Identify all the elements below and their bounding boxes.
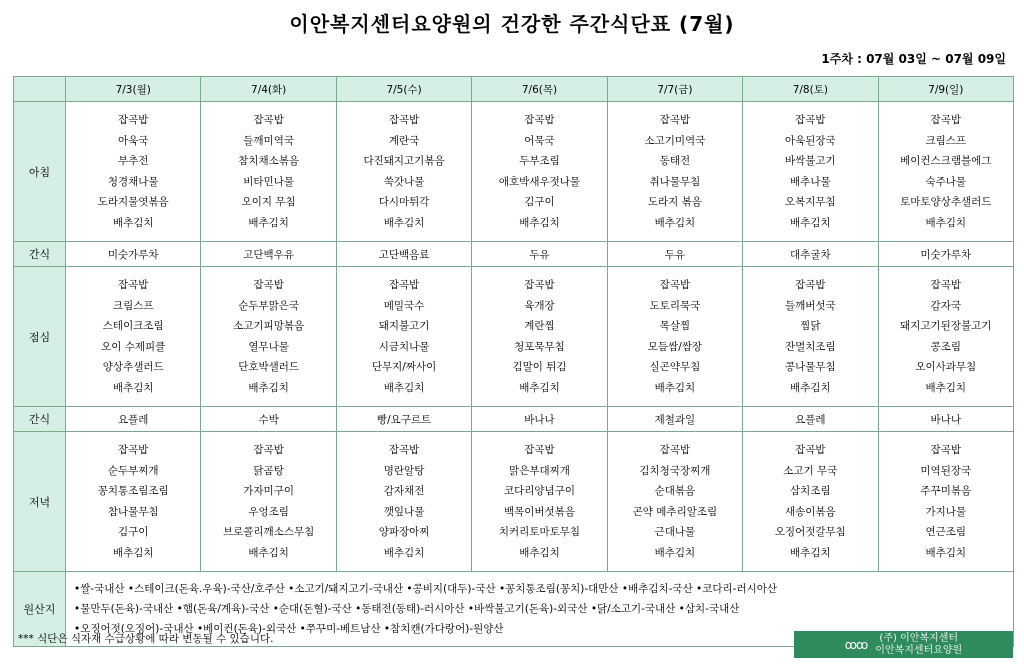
breakfast-menu-cell	[201, 102, 336, 242]
menu-item: 도라지물엿볶음	[97, 196, 169, 208]
dinner-row	[14, 432, 1014, 572]
menu-item: 배추김치	[248, 546, 289, 559]
menu-item: 배추김치	[248, 216, 289, 229]
menu-item: 잡곡밥	[795, 114, 826, 126]
menu-item: 배추김치	[925, 216, 967, 229]
menu-item: 숙주나물	[925, 175, 967, 188]
lunch-menu-cell	[878, 267, 1013, 407]
dinner-menu-cell	[472, 432, 607, 572]
menu-item: 김말이 튀김	[512, 361, 567, 373]
menu-item: 도라지 볶음	[647, 196, 702, 208]
menu-item: 잡곡밥	[388, 279, 420, 291]
snack1-cell: 고단백우유	[201, 242, 336, 267]
origin-line: •쌀-국내산 •스테이크(돈육.우육)-국산/호주산 •소고기/돼지고기-국내산 •콩비지(대두)-국산 •꽁치통조림(꽁치)-대만산 •배추김치-국산 •코다리-러시아산	[74, 583, 778, 595]
menu-item: 배추김치	[112, 546, 154, 559]
menu-item: 배추김치	[519, 546, 560, 559]
dinner-menu-cell	[743, 432, 878, 572]
snack1-row	[14, 242, 1014, 267]
menu-item: 깻잎나물	[383, 505, 425, 518]
logo-line1: (주) 이안복지센터	[879, 632, 959, 644]
snack1-cell: 두유	[472, 242, 607, 267]
menu-item: 배추김치	[383, 546, 425, 559]
menu-item: 치커리토마토무침	[498, 526, 581, 538]
footnote: *** 식단은 식자재 수급상황에 따라 변동될 수 있습니다.	[18, 633, 274, 645]
weekly-menu-table	[13, 76, 1014, 647]
menu-item: 어묵국	[524, 134, 555, 147]
lunch-menu-cell	[201, 267, 336, 407]
breakfast-menu-cell	[607, 102, 742, 242]
page-title: 이안복지센터요양원의 건강한 주간식단표 (7월)	[289, 12, 735, 36]
snack1-cell: 고단백음료	[336, 242, 471, 267]
lunch-menu-cell	[472, 267, 607, 407]
menu-item: 단무지/짜사이	[371, 361, 437, 373]
header-corner	[14, 77, 66, 102]
menu-item: 실곤약무침	[649, 361, 701, 373]
menu-item: 아욱국	[117, 134, 149, 147]
menu-item: 잡곡밥	[524, 444, 555, 456]
menu-item: 연근조림	[925, 526, 967, 538]
menu-item: 잡곡밥	[117, 114, 149, 126]
menu-item: 계란국	[388, 134, 420, 147]
snack1-cell: 미숫가루차	[66, 242, 201, 267]
menu-item: 베이컨스크램블에그	[900, 155, 992, 167]
breakfast-menu-cell	[66, 102, 201, 242]
menu-item: 김구이	[524, 196, 555, 208]
menu-item: 찜닭	[800, 320, 821, 332]
menu-item: 배추김치	[654, 546, 696, 559]
snack2-cell: 수박	[201, 407, 336, 432]
menu-item: 잡곡밥	[659, 114, 691, 126]
menu-item: 잡곡밥	[524, 279, 555, 291]
menu-item: 양파장아찌	[378, 526, 430, 538]
menu-item: 쑥갓나물	[383, 175, 425, 188]
lunch-menu-cell	[336, 267, 471, 407]
day-header: 7/8(토)	[743, 77, 878, 102]
snack2-cell: 바나나	[472, 407, 607, 432]
menu-item: 애호박새우젓나물	[498, 175, 581, 188]
menu-item: 청포묵무침	[514, 340, 565, 353]
menu-item: 잡곡밥	[659, 444, 691, 456]
snack2-row	[14, 407, 1014, 432]
breakfast-menu-cell	[336, 102, 471, 242]
dinner-menu-cell	[201, 432, 336, 572]
breakfast-label: 아침	[14, 102, 66, 242]
menu-item: 배추김치	[790, 546, 831, 559]
origin-line: •오징어젓(오징어)-국내산 •베이컨(돈육)-외국산 •쭈꾸미-베트남산 •참치캔(가다랑어)-원양산	[74, 623, 504, 635]
menu-item: 가자미구이	[243, 485, 294, 497]
menu-item: 다진돼지고기볶음	[363, 155, 445, 167]
day-header: 7/3(월)	[66, 77, 201, 102]
menu-item: 바싹불고기	[784, 155, 836, 167]
menu-item: 취나물무침	[649, 175, 701, 188]
menu-item: 배추김치	[519, 381, 560, 394]
dinner-label: 저녁	[14, 432, 66, 572]
snack2-cell: 바나나	[878, 407, 1013, 432]
menu-item: 오이지 무침	[241, 196, 296, 208]
menu-item: 소고기미역국	[644, 134, 706, 147]
menu-item: 들깨미역국	[243, 134, 294, 147]
menu-item: 돼지불고기	[378, 320, 430, 332]
snack1-cell: 미숫가루차	[878, 242, 1013, 267]
menu-item: 배추김치	[654, 381, 696, 394]
menu-item: 참치채소볶음	[238, 155, 300, 167]
menu-item: 삼치조림	[790, 485, 831, 497]
snack1-label: 간식	[14, 242, 66, 267]
menu-item: 감자채전	[383, 485, 425, 497]
day-header: 7/9(일)	[878, 77, 1013, 102]
menu-item: 들깨버섯국	[784, 299, 836, 312]
day-header: 7/7(금)	[607, 77, 742, 102]
lunch-menu-cell	[607, 267, 742, 407]
snack1-cell: 대추굴차	[743, 242, 878, 267]
menu-item: 순두부찌개	[107, 464, 159, 477]
menu-item: 돼지고기된장불고기	[900, 320, 992, 332]
menu-item: 배추김치	[790, 381, 831, 394]
menu-item: 꽁치통조림조림	[97, 485, 169, 497]
dinner-menu-cell	[66, 432, 201, 572]
menu-item: 잡곡밥	[930, 444, 961, 456]
menu-item: 잡곡밥	[795, 279, 826, 291]
menu-item: 맑은부대찌개	[509, 464, 570, 477]
breakfast-row	[14, 102, 1014, 242]
menu-item: 잡곡밥	[524, 114, 555, 126]
menu-item: 감자국	[930, 299, 961, 312]
menu-item: 김구이	[117, 526, 149, 538]
menu-item: 배추김치	[519, 216, 560, 229]
day-header: 7/4(화)	[201, 77, 336, 102]
lunch-menu-cell	[743, 267, 878, 407]
origin-line: •물만두(돈육)-국내산 •햄(돈육/계육)-국산 •순대(돈혈)-국산 •동태전(동태)-러시아산 •바싹불고기(돈육)-외국산 •닭/소고기-국내산 •삼치-국내산	[74, 603, 740, 615]
menu-item: 배추김치	[925, 381, 967, 394]
lunch-label: 점심	[14, 267, 66, 407]
menu-item: 오이 수제피클	[101, 340, 166, 353]
snack2-label: 간식	[14, 407, 66, 432]
menu-item: 모듬쌈/쌈장	[647, 340, 703, 353]
menu-item: 오징어젓갈무침	[774, 526, 846, 538]
logo-line2: 이안복지센터요양원	[875, 644, 963, 656]
menu-item: 백목이버섯볶음	[503, 505, 575, 518]
menu-item: 코다리양념구이	[503, 485, 575, 497]
menu-item: 토마토양상추샐러드	[900, 196, 992, 208]
menu-item: 메밀국수	[383, 299, 425, 312]
menu-item: 배추김치	[790, 216, 831, 229]
lunch-row	[14, 267, 1014, 407]
menu-item: 곤약 메추리알조림	[632, 505, 718, 518]
menu-item: 배추김치	[112, 216, 154, 229]
menu-item: 도토리묵국	[649, 299, 701, 312]
menu-item: 배추나물	[790, 175, 831, 188]
menu-item: 배추김치	[654, 216, 696, 229]
menu-item: 미역된장국	[920, 464, 972, 477]
menu-item: 배추김치	[383, 216, 425, 229]
menu-item: 다시마튀각	[378, 196, 430, 208]
menu-item: 배추김치	[112, 381, 154, 394]
menu-item: 비타민나물	[243, 175, 294, 188]
day-header-row	[14, 77, 1014, 102]
menu-item: 시금치나물	[378, 340, 430, 353]
menu-item: 계란찜	[524, 320, 555, 332]
menu-item: 잡곡밥	[117, 444, 149, 456]
snack2-cell: 요플레	[66, 407, 201, 432]
menu-item: 콩나물무침	[784, 361, 836, 373]
day-header: 7/6(목)	[472, 77, 607, 102]
menu-item: 목살찜	[659, 320, 691, 332]
lunch-menu-cell	[66, 267, 201, 407]
menu-item: 순대볶음	[654, 485, 696, 497]
menu-item: 참나물무침	[107, 505, 159, 518]
menu-item: 우엉조림	[248, 505, 289, 518]
menu-item: 소고기피망볶음	[233, 320, 305, 332]
snack2-cell: 제철과일	[607, 407, 742, 432]
menu-item: 청경채나물	[107, 175, 159, 188]
menu-item: 잡곡밥	[930, 279, 961, 291]
menu-item: 잡곡밥	[930, 114, 961, 126]
menu-item: 양상추샐러드	[102, 361, 164, 373]
menu-item: 잡곡밥	[388, 114, 420, 126]
menu-item: 스테이크조림	[102, 320, 164, 332]
snack2-cell: 빵/요구르트	[336, 407, 471, 432]
menu-item: 잔멸치조림	[784, 340, 836, 353]
menu-item: 가지나물	[925, 505, 967, 518]
menu-item: 잡곡밥	[253, 444, 284, 456]
menu-item: 오복지무침	[784, 196, 836, 208]
menu-item: 아욱된장국	[784, 134, 836, 147]
menu-item: 닭곰탕	[253, 464, 284, 477]
logo-text	[875, 633, 962, 657]
breakfast-menu-cell	[878, 102, 1013, 242]
menu-item: 명란알탕	[383, 464, 425, 477]
day-header: 7/5(수)	[336, 77, 471, 102]
menu-item: 두부조림	[519, 155, 560, 167]
menu-item: 콩조림	[930, 340, 961, 353]
dinner-menu-cell	[878, 432, 1013, 572]
menu-item: 크림스프	[112, 299, 154, 312]
menu-item: 잡곡밥	[388, 444, 420, 456]
dinner-menu-cell	[336, 432, 471, 572]
menu-item: 근대나물	[654, 526, 696, 538]
menu-item: 단호박샐러드	[238, 361, 300, 373]
menu-item: 동태전	[659, 155, 691, 167]
menu-item: 잡곡밥	[659, 279, 691, 291]
menu-item: 브로콜리깨소스무침	[222, 526, 315, 538]
menu-item: 순두부맑은국	[238, 299, 300, 312]
center-logo	[794, 631, 1013, 658]
menu-item: 배추김치	[925, 546, 967, 559]
menu-item: 크림스프	[925, 134, 967, 147]
menu-item: 잡곡밥	[795, 444, 826, 456]
dinner-menu-cell	[607, 432, 742, 572]
menu-item: 배추김치	[248, 381, 289, 394]
menu-item: 육개장	[524, 299, 555, 312]
menu-item: 잡곡밥	[253, 114, 284, 126]
snack1-cell: 두유	[607, 242, 742, 267]
menu-item: 소고기 무국	[783, 464, 838, 477]
menu-item: 열무나물	[248, 340, 289, 353]
menu-item: 김치청국장찌개	[639, 464, 711, 477]
menu-item: 배추김치	[383, 381, 425, 394]
menu-item: 잡곡밥	[117, 279, 149, 291]
menu-item: 부추전	[117, 155, 149, 167]
breakfast-menu-cell	[472, 102, 607, 242]
menu-item: 오이사과무침	[915, 361, 977, 373]
snack2-cell: 요플레	[743, 407, 878, 432]
breakfast-menu-cell	[743, 102, 878, 242]
week-period: 1주차 : 07월 03일 ~ 07월 09일	[821, 52, 1006, 66]
menu-item: 주꾸미볶음	[920, 485, 972, 497]
origin-label: 원산지	[14, 572, 66, 647]
menu-item: 새송이볶음	[784, 505, 836, 518]
menu-item: 잡곡밥	[253, 279, 284, 291]
logo-mark-icon: ꝏꝏ	[844, 637, 868, 652]
